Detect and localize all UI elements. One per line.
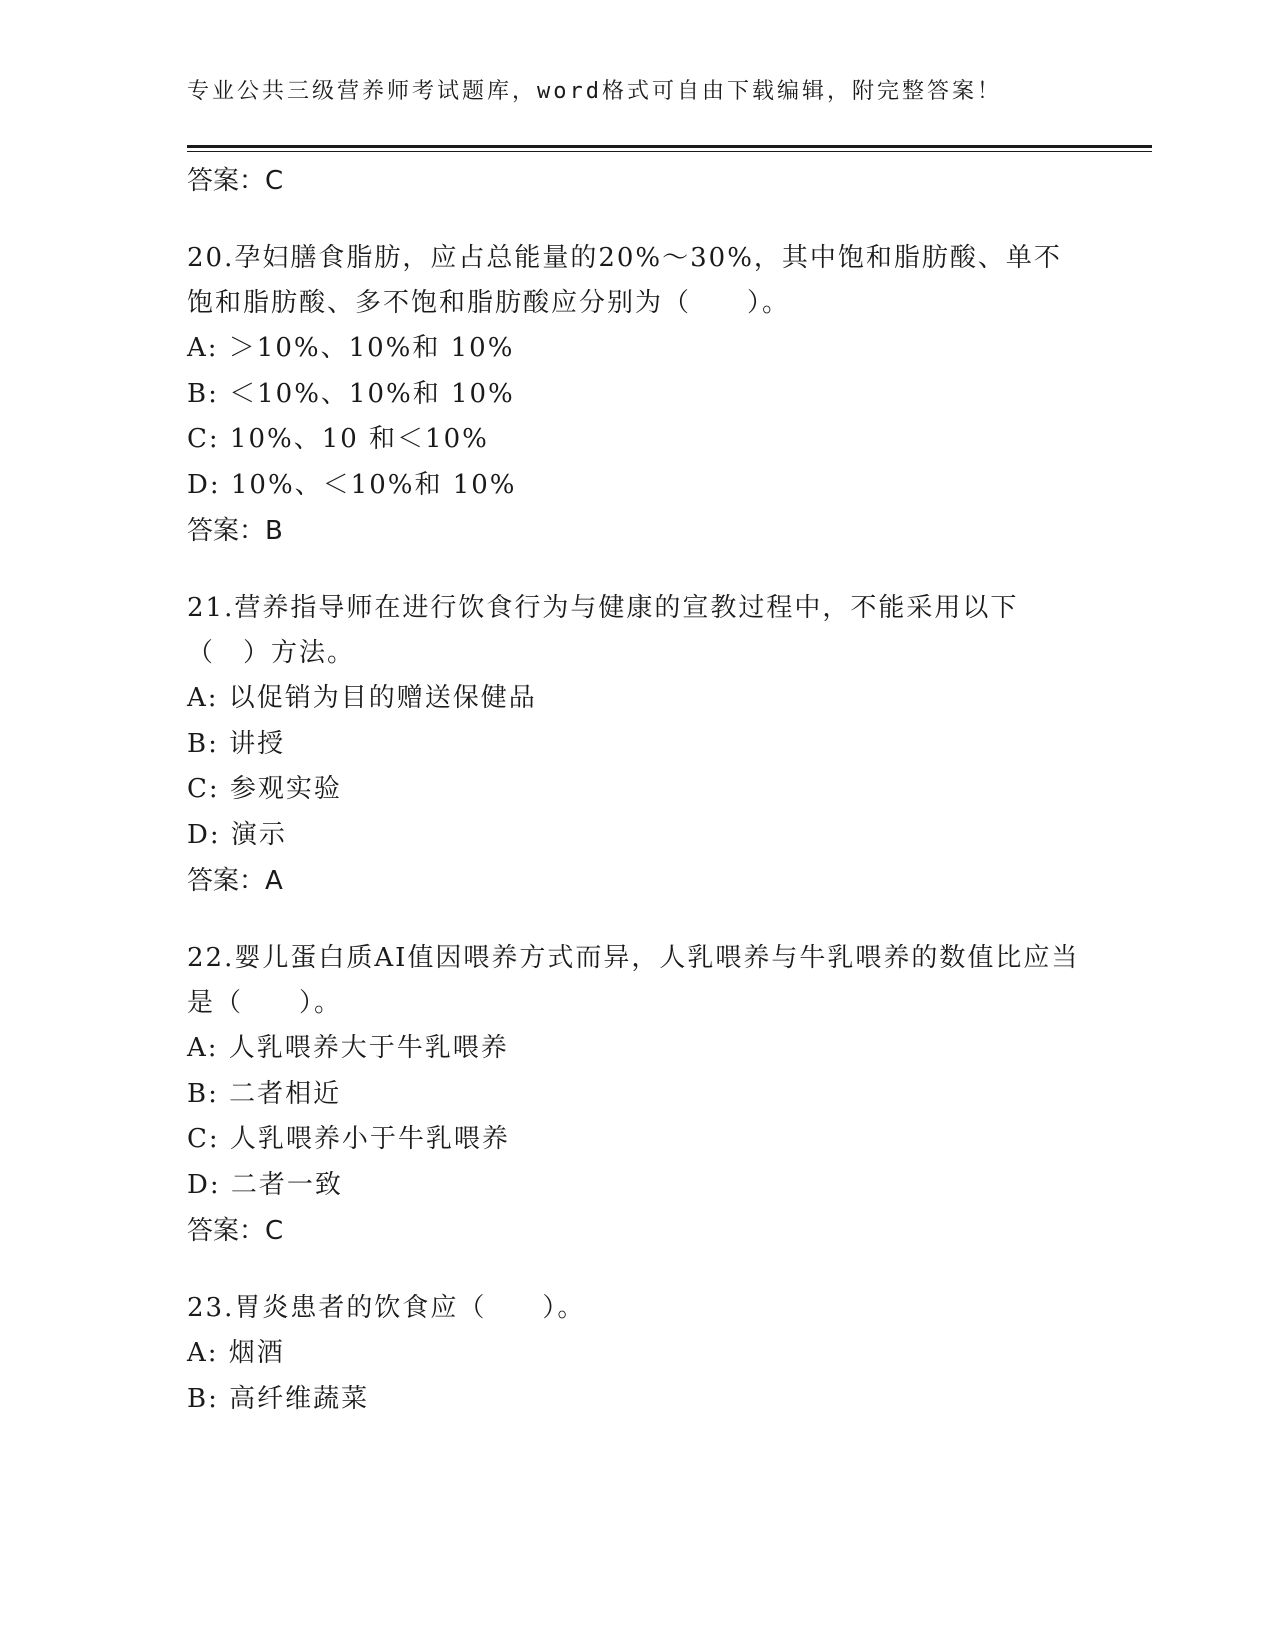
question-block bbox=[187, 936, 1087, 1254]
option-c: C: 10%、10 和＜10% bbox=[187, 424, 489, 454]
header-divider-thin bbox=[187, 151, 1152, 152]
option-a: A: 烟酒 bbox=[187, 1338, 285, 1368]
answer-line: 答案：C bbox=[187, 1216, 284, 1246]
option-b: B: 讲授 bbox=[187, 728, 286, 759]
answer-line: 答案：C bbox=[187, 166, 284, 196]
question-text: 21.营养指导师在进行饮食行为与健康的宣教过程中，不能采用以下（ ）方法。 bbox=[187, 593, 1019, 668]
option-d: D: 二者一致 bbox=[187, 1169, 343, 1200]
question-block bbox=[187, 1286, 1087, 1422]
option-a: A: 以促销为目的赠送保健品 bbox=[187, 683, 537, 713]
question-text: 23.胃炎患者的饮食应（ ）。 bbox=[187, 1293, 586, 1323]
question-list bbox=[187, 158, 1087, 1422]
question-block bbox=[187, 236, 1087, 554]
option-c: C: 人乳喂养小于牛乳喂养 bbox=[187, 1124, 510, 1154]
question-text: 20.孕妇膳食脂肪，应占总能量的20%～30%，其中饱和脂肪酸、单不饱和脂肪酸、多不饱和脂肪酸应分别为（ ）。 bbox=[187, 243, 1062, 318]
header-divider-thick bbox=[187, 145, 1152, 148]
question-block bbox=[187, 586, 1087, 904]
page-header: 专业公共三级营养师考试题库，word格式可自由下载编辑，附完整答案！ bbox=[187, 79, 1002, 104]
option-a: A: ＞10%、10%和 10% bbox=[187, 333, 515, 363]
option-c: C: 参观实验 bbox=[187, 774, 342, 804]
option-d: D: 10%、＜10%和 10% bbox=[187, 469, 517, 500]
answer-line: 答案：B bbox=[187, 516, 283, 546]
answer-line: 答案：A bbox=[187, 866, 283, 896]
question-text: 22.婴儿蛋白质AI值因喂养方式而异，人乳喂养与牛乳喂养的数值比应当是（ ）。 bbox=[187, 943, 1080, 1018]
option-b: B: 二者相近 bbox=[187, 1078, 342, 1109]
option-a: A: 人乳喂养大于牛乳喂养 bbox=[187, 1033, 509, 1063]
option-d: D: 演示 bbox=[187, 819, 287, 850]
option-b: B: 高纤维蔬菜 bbox=[187, 1383, 370, 1414]
option-b: B: ＜10%、10%和 10% bbox=[187, 378, 515, 409]
